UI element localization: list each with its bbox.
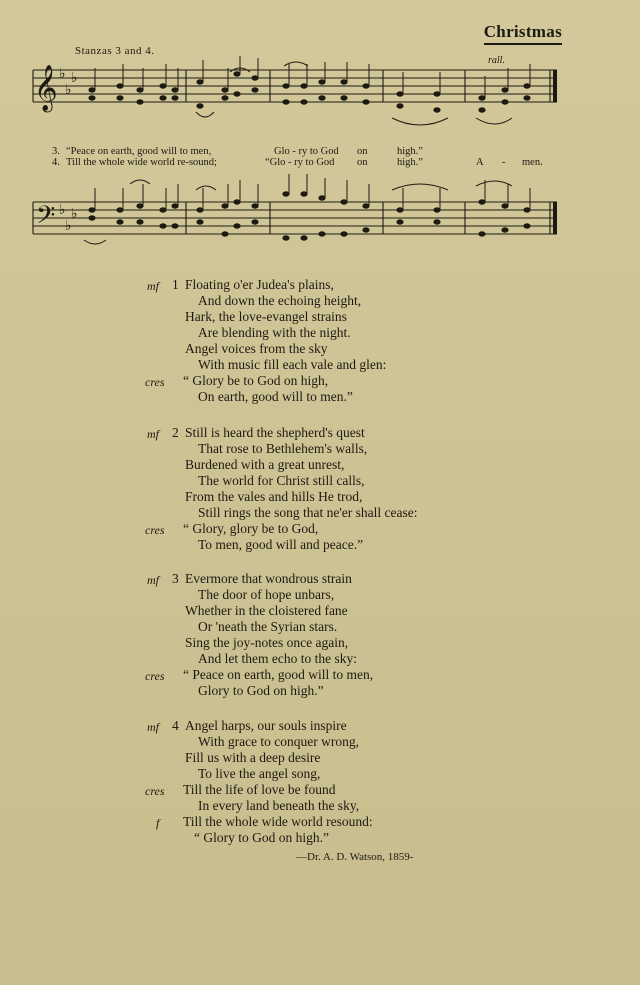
lyric-line-4-amen-a: A	[476, 157, 484, 168]
stanza-note: Stanzas 3 and 4.	[75, 45, 155, 57]
section-header: Christmas	[484, 22, 562, 45]
author-credit: —Dr. A. D. Watson, 1859-	[296, 851, 414, 863]
verse-2-line-1: Still is heard the shepherd's quest	[185, 425, 365, 440]
svg-text:♭: ♭	[71, 206, 78, 222]
verse-1-line-7: “ Glory be to God on high,	[183, 373, 329, 388]
verse-3-line-4: Or 'neath the Syrian stars.	[198, 619, 338, 634]
svg-text:♭: ♭	[59, 66, 66, 82]
verse-1-line-6: With music fill each vale and glen:	[198, 357, 387, 372]
lyric-line-4-phrase-4: high.”	[397, 157, 423, 168]
tempo-mark: rall.	[488, 55, 505, 66]
verse-3-line-6: And let them echo to the sky:	[198, 651, 357, 666]
music-score	[0, 0, 640, 250]
lyric-line-4-phrase-1: Till the whole wide world re-sound;	[66, 157, 217, 168]
lyric-line-3-phrase-4: high.”	[397, 146, 423, 157]
verse-4-line-4: To live the angel song,	[198, 766, 321, 781]
lyric-line-3-phrase-3: on	[357, 146, 368, 157]
verse-2-dynamic: mf	[147, 427, 159, 441]
verse-1-line-1: Floating o'er Judea's plains,	[185, 277, 334, 292]
verse-2-line-2: That rose to Bethlehem's walls,	[198, 441, 368, 456]
verse-2-line-5: From the vales and hills He trod,	[185, 489, 363, 504]
svg-text:♭: ♭	[59, 202, 66, 218]
lyric-line-3-phrase-2: Glo - ry to God	[274, 146, 339, 157]
verse-4-line-5: Till the life of love be found	[183, 782, 336, 797]
verse-1-line-3: Hark, the love-evangel strains	[185, 309, 347, 324]
lyric-line-4-amen-dash: -	[502, 157, 506, 168]
verse-3-line-8: Glory to God on high.”	[198, 683, 324, 698]
verse-1-line-2: And down the echoing height,	[198, 293, 362, 308]
lyric-line-4-phrase-2: “Glo - ry to God	[265, 157, 335, 168]
verse-4-number: 4	[172, 718, 179, 733]
verse-1-line-4: Are blending with the night.	[198, 325, 351, 340]
svg-text:𝄞: 𝄞	[34, 65, 58, 111]
lyric-line-3-number: 3.	[52, 146, 60, 157]
svg-text:♭: ♭	[65, 82, 72, 98]
lyric-line-3-phrase-1: “Peace on earth, good will to men,	[66, 146, 212, 157]
verse-3-number: 3	[172, 571, 179, 586]
verse-2-cres: cres	[145, 523, 165, 537]
verse-4-cres: cres	[145, 784, 165, 798]
verse-1-number: 1	[172, 277, 179, 292]
verse-3-line-3: Whether in the cloistered fane	[185, 603, 348, 618]
verse-4-line-2: With grace to conquer wrong,	[198, 734, 360, 749]
verse-1-dynamic: mf	[147, 279, 159, 293]
verse-3-line-2: The door of hope unbars,	[198, 587, 335, 602]
lyric-line-4-amen-end: men.	[522, 157, 543, 168]
verse-3-line-7: “ Peace on earth, good will to men,	[183, 667, 374, 682]
verse-1-line-8: On earth, good will to men.”	[198, 389, 353, 404]
verse-3-line-1: Evermore that wondrous strain	[185, 571, 352, 586]
svg-text:𝄢: 𝄢	[36, 201, 56, 236]
verse-3-dynamic: mf	[147, 573, 159, 587]
verse-4-line-3: Fill us with a deep desire	[185, 750, 321, 765]
verse-4-line-6: In every land beneath the sky,	[198, 798, 360, 813]
verse-2-line-3: Burdened with a great unrest,	[185, 457, 345, 472]
verse-4-line-1: Angel harps, our souls inspire	[185, 718, 347, 733]
verse-3-cres: cres	[145, 669, 165, 683]
verse-4-line-7: Till the whole wide world resound:	[183, 814, 373, 829]
verse-2-line-4: The world for Christ still calls,	[198, 473, 365, 488]
verse-1-cres: cres	[145, 375, 165, 389]
verse-4-line-8: “ Glory to God on high.”	[194, 830, 329, 845]
verse-4-dynamic: mf	[147, 720, 159, 734]
verse-2-line-6: Still rings the song that ne'er shall cease:	[198, 505, 418, 520]
verse-2-number: 2	[172, 425, 179, 440]
lyric-line-4-phrase-3: on	[357, 157, 368, 168]
svg-text:♭: ♭	[71, 70, 78, 86]
verse-1-line-5: Angel voices from the sky	[185, 341, 328, 356]
verse-3-line-5: Sing the joy-notes once again,	[185, 635, 349, 650]
verse-4-forte: f	[156, 816, 160, 830]
svg-text:♭: ♭	[65, 218, 72, 234]
lyric-line-4-number: 4.	[52, 157, 60, 168]
verse-2-line-7: “ Glory, glory be to God,	[183, 521, 319, 536]
verse-2-line-8: To men, good will and peace.”	[198, 537, 364, 552]
